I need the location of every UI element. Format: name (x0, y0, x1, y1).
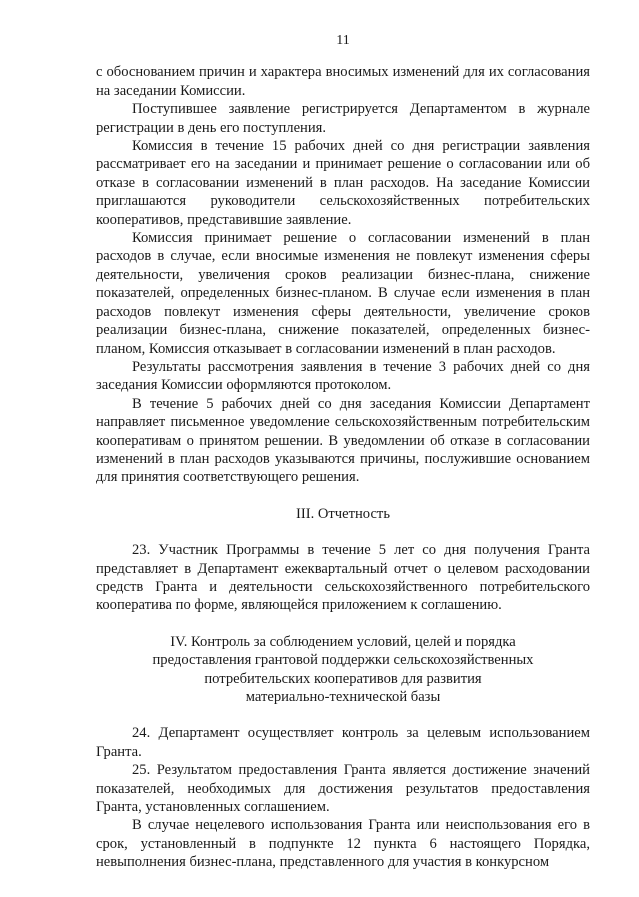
paragraph: Комиссия принимает решение о согласовании изменений в план расходов в случае, если вносимые изменения не повлекут изменения сферы деятельности, увеличения сроков реализации бизнес-плана, снижение показателей, определенных бизнес-планом. В случае если изменения в план расходов повлекут изменения сферы деятельности, увеличение сроков реализации бизнес-плана, снижение показателей, определенных бизнес-планом, Комиссия отказывает в согласовании изменений в план расходов. (96, 230, 590, 357)
heading-line: IV. Контроль за соблюдением условий, целей и порядка (170, 633, 516, 650)
section-heading-reporting: III. Отчетность (296, 505, 390, 522)
paragraph-continuation: с обоснованием причин и характера вносимых изменений для их согласования на заседании Комиссии. (96, 64, 590, 99)
paragraph: Комиссия в течение 15 рабочих дней со дня регистрации заявления рассматривает его на заседании и принимает решение о согласовании или об отказе в согласовании изменений в план расходов. На заседание Комиссии приглашаются руководители сельскохозяйственных потребительских кооперативов, представившие заявление. (96, 138, 590, 228)
paragraph-item-24: 24. Департамент осуществляет контроль за целевым использованием Гранта. (96, 725, 590, 760)
heading-line: материально-технической базы (245, 689, 441, 705)
paragraph-item-23: 23. Участник Программы в течение 5 лет со дня получения Гранта представляет в Департамент ежеквартальный отчет о целевом расходовании средств Гранта и деятельности сельскохозяйственного потребительского кооператива по форме, являющейся приложением к соглашению. (96, 542, 590, 614)
heading-line: потребительских кооперативов для развития (204, 670, 482, 687)
heading-line: предоставления грантовой поддержки сельскохозяйственных (152, 652, 534, 669)
section-heading-control (96, 633, 590, 707)
paragraph: В течение 5 рабочих дней со дня заседания Комиссии Департамент направляет письменное уведомление сельскохозяйственным потребительским кооперативам о принятом решении. В уведомлении об отказе в согласовании изменений в план расходов указываются причины, послужившие основанием для принятия соответствующего решения. (96, 395, 590, 486)
paragraph: Поступившее заявление регистрируется Департаментом в журнале регистрации в день его поступления. (96, 101, 590, 136)
document-page (96, 32, 590, 872)
paragraph: В случае нецелевого использования Гранта или неиспользования его в срок, установленный в подпункте 12 пункта 6 настоящего Порядка, невыполнения бизнес-плана, представленного для участия в конкурсном (96, 817, 590, 871)
page-number: 11 (336, 33, 350, 48)
paragraph: Результаты рассмотрения заявления в течение 3 рабочих дней со дня заседания Комиссии оформляются протоколом. (96, 358, 590, 394)
paragraph-item-25: 25. Результатом предоставления Гранта является достижение значений показателей, необходимых для достижения результатов предоставления Гранта, установленных соглашением. (96, 762, 590, 816)
